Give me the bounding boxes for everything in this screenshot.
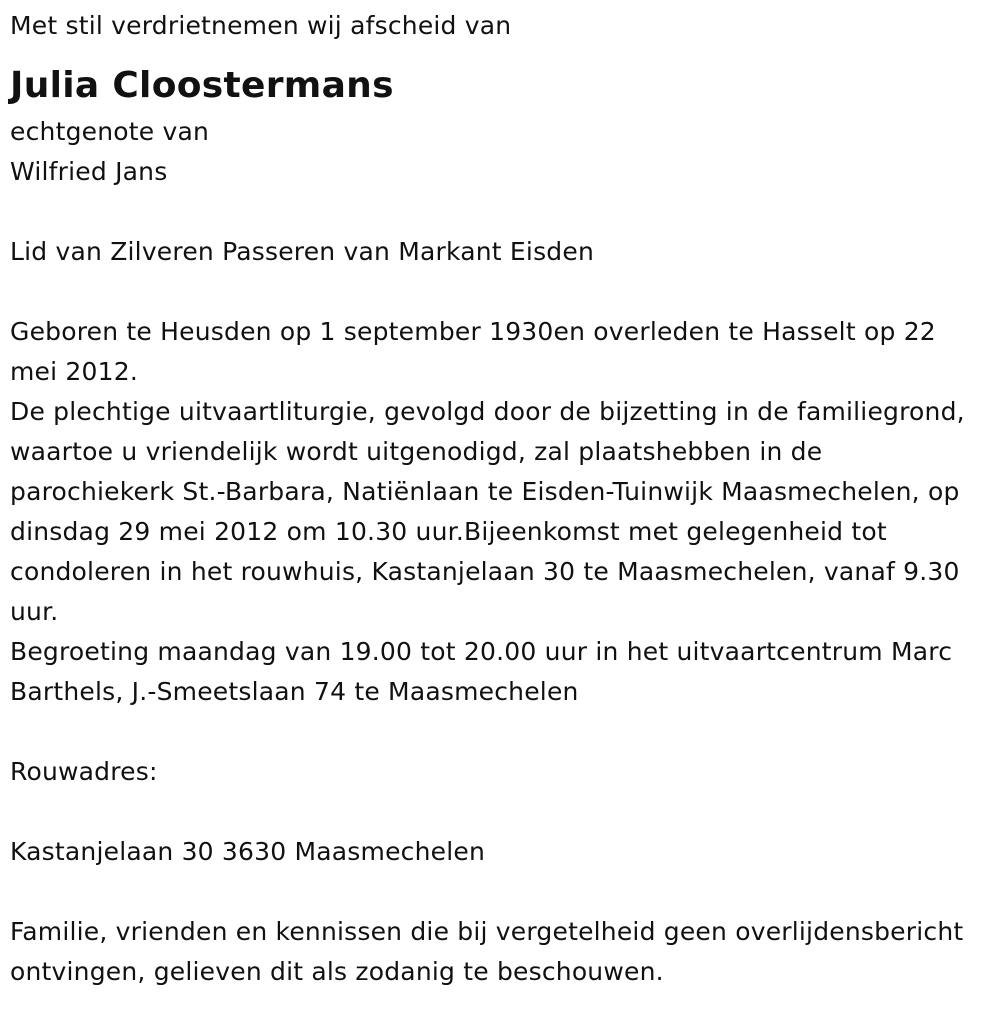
intro-text: Met stil verdrietnemen wij afscheid van <box>10 11 512 40</box>
address-text: Kastanjelaan 30 3630 Maasmechelen <box>10 837 486 866</box>
spacer <box>10 792 985 832</box>
funeral-details-text: De plechtige uitvaartliturgie, gevolgd door de bijzetting in de familiegrond, waartoe u vriendelijk wordt uitgenodigd, zal plaatshebben in de parochiekerk St.-Barbara, Natiënlaan te Eisden-Tuinwijk Maasmechelen, op dinsdag 29 mei 2012 om 10.30 uur.Bijeenkomst met gelegenheid tot condoleren in het rouwhuis, Kastanjelaan 30 te Maasmechelen, vanaf 9.30 uur. <box>10 397 965 626</box>
birth-death-text: Geboren te Heusden op 1 september 1930en overleden te Hasselt op 22 mei 2012. <box>10 317 936 386</box>
closing-note-text: Familie, vrienden en kennissen die bij vergetelheid geen overlijdensbericht ontvingen, gelieven dit als zodanig te beschouwen. <box>10 917 964 986</box>
membership-text: Lid van Zilveren Passeren van Markant Eisden <box>10 237 594 266</box>
spacer <box>10 272 985 312</box>
obituary-notice <box>10 6 985 992</box>
deceased-name: Julia Cloostermans <box>10 65 394 106</box>
spouse-label: echtgenote van <box>10 117 210 146</box>
spacer <box>10 872 985 912</box>
viewing-text: Begroeting maandag van 19.00 tot 20.00 uur in het uitvaartcentrum Marc Barthels, J.-Smeetslaan 74 te Maasmechelen <box>10 637 953 706</box>
address-label: Rouwadres: <box>10 757 158 786</box>
spacer <box>10 192 985 232</box>
spouse-name: Wilfried Jans <box>10 157 168 186</box>
spacer <box>10 712 985 752</box>
